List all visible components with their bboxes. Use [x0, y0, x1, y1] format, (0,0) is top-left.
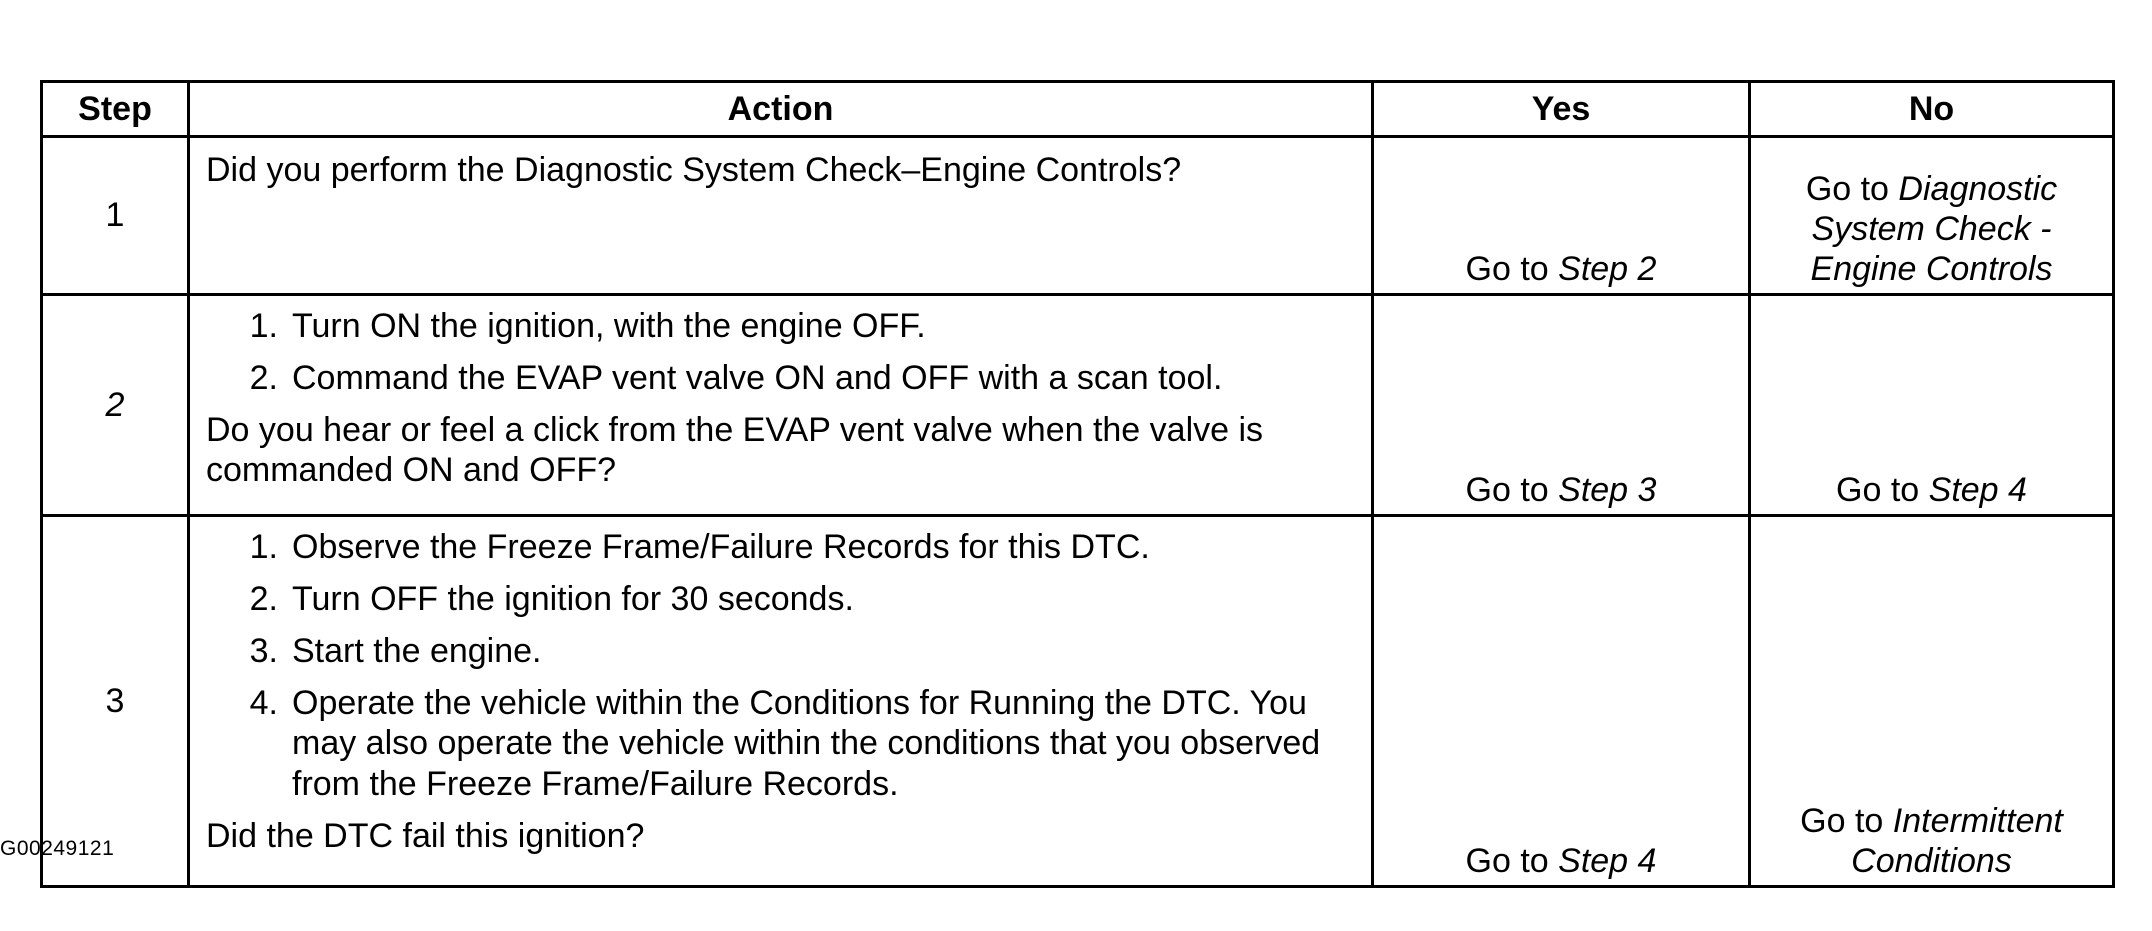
- header-action: Action: [189, 82, 1373, 137]
- action-question: Did the DTC fail this ignition?: [206, 816, 645, 855]
- no-cell: [1750, 295, 2114, 516]
- no-prefix: Go to: [1800, 801, 1893, 840]
- yes-target-link[interactable]: Step 4: [1558, 841, 1657, 880]
- list-item-number: 2.: [249, 359, 278, 398]
- header-no: No: [1750, 82, 2114, 137]
- step-number: 1: [42, 137, 189, 295]
- list-item-text: Command the EVAP vent valve ON and OFF with a scan tool.: [292, 359, 1223, 398]
- step-number: 2: [42, 295, 189, 516]
- no-target-link[interactable]: Step 4: [1928, 470, 2027, 509]
- yes-prefix: Go to: [1465, 841, 1559, 880]
- no-prefix: Go to: [1805, 169, 1899, 208]
- figure-id: G00249121: [0, 837, 115, 860]
- action-steps-list: [206, 527, 1357, 804]
- list-item: [206, 358, 1357, 398]
- list-item-text: Operate the vehicle within the Conditions for Running the DTC. You may also operate the vehicle within the conditions that you observed from the Freeze Frame/Failure Records.: [292, 684, 1321, 803]
- action-cell: [189, 516, 1373, 887]
- list-item-number: 1.: [249, 528, 278, 566]
- no-cell: [1750, 516, 2114, 887]
- list-item: [206, 527, 1357, 567]
- header-yes: Yes: [1373, 82, 1750, 137]
- header-step: Step: [42, 82, 189, 137]
- list-item-number: 2.: [249, 580, 278, 619]
- table-row: [42, 516, 2114, 887]
- action-question: Did you perform the Diagnostic System Check–Engine Controls?: [206, 151, 1182, 189]
- action-question: Do you hear or feel a click from the EVAP vent valve when the valve is commanded ON and OFF?: [206, 411, 1264, 490]
- action-cell: [189, 137, 1373, 295]
- list-item: [206, 631, 1357, 671]
- no-target-link[interactable]: Diagnostic System Check - Engine Controls: [1810, 169, 2058, 288]
- yes-target-link[interactable]: Step 2: [1558, 249, 1657, 288]
- yes-prefix: Go to: [1465, 470, 1559, 509]
- list-item-text: Observe the Freeze Frame/Failure Records for this DTC.: [292, 528, 1150, 566]
- list-item: [206, 306, 1357, 346]
- no-target-link[interactable]: Intermittent Conditions: [1851, 801, 2063, 880]
- list-item-number: 1.: [249, 307, 278, 345]
- list-item: [206, 683, 1357, 803]
- yes-target-link[interactable]: Step 3: [1558, 470, 1657, 509]
- list-item: [206, 579, 1357, 619]
- list-item-text: Turn ON the ignition, with the engine OFF.: [292, 307, 926, 345]
- action-steps-list: [206, 306, 1357, 398]
- step-number: 3: [42, 516, 189, 887]
- no-prefix: Go to: [1836, 470, 1929, 509]
- table-row: [42, 137, 2114, 295]
- list-item-text: Start the engine.: [292, 632, 542, 671]
- list-item-number: 4.: [249, 684, 278, 723]
- list-item-number: 3.: [249, 632, 278, 671]
- table-header-row: [42, 82, 2114, 137]
- table-row: [42, 295, 2114, 516]
- diagnostic-table: [40, 80, 2115, 888]
- list-item-text: Turn OFF the ignition for 30 seconds.: [292, 580, 854, 619]
- action-cell: [189, 295, 1373, 516]
- yes-prefix: Go to: [1465, 249, 1559, 288]
- yes-cell: [1373, 516, 1750, 887]
- yes-cell: [1373, 295, 1750, 516]
- no-cell: [1750, 137, 2114, 295]
- yes-cell: [1373, 137, 1750, 295]
